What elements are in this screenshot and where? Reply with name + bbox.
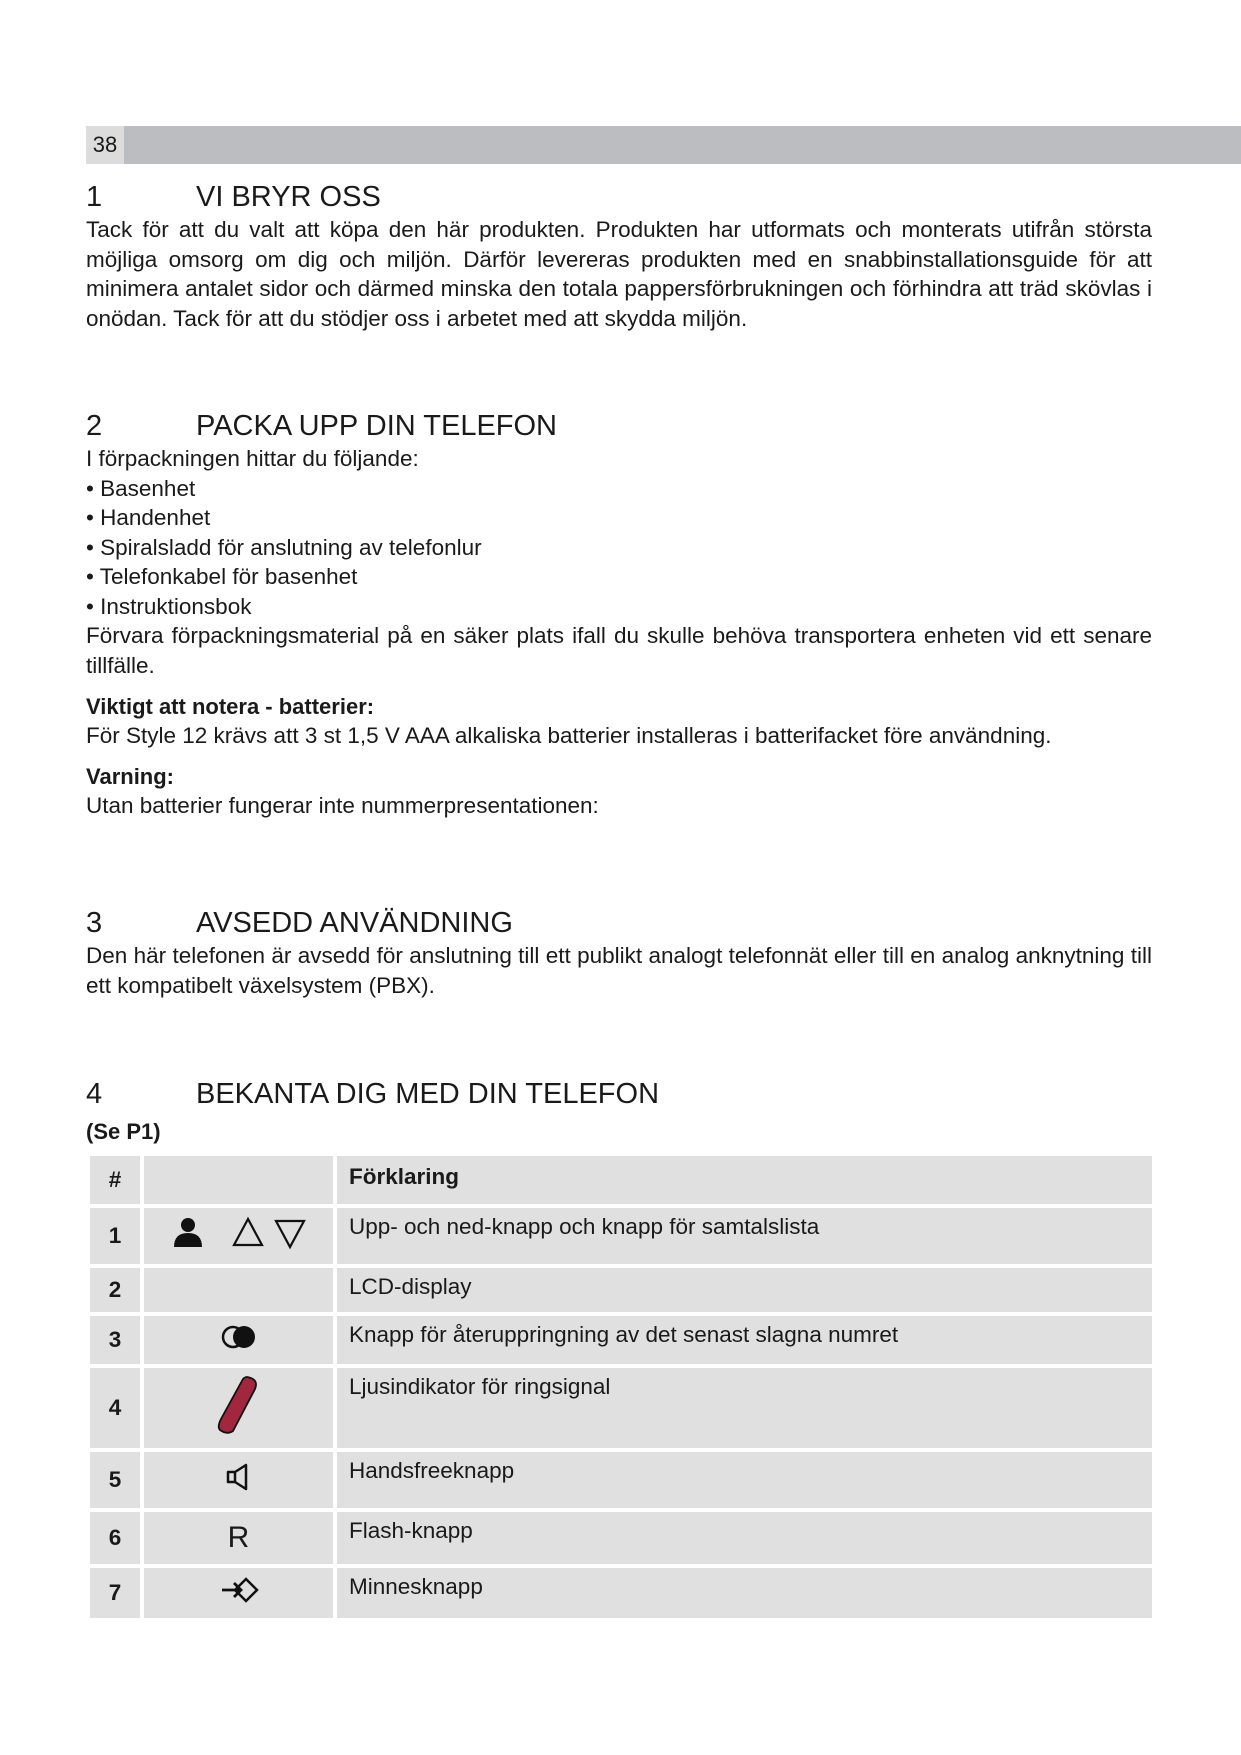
row-icon-cell (144, 1316, 333, 1364)
ring-indicator-icon (217, 1375, 261, 1435)
person-icon (174, 1218, 202, 1247)
page-number: 38 (86, 126, 124, 164)
section-2 (86, 408, 1152, 820)
row-explanation: LCD-display (337, 1268, 1152, 1312)
section-1 (86, 179, 1152, 333)
battery-note-heading: Viktigt att notera - batterier: (86, 694, 375, 719)
row-number: 4 (90, 1368, 140, 1448)
list-item: • Basenhet (86, 475, 196, 501)
section-number: 4 (86, 1078, 103, 1110)
row-number: 7 (90, 1568, 140, 1618)
table-row (90, 1268, 1152, 1312)
section-title: PACKA UPP DIN TELEFON (196, 410, 557, 442)
phone-features-table (86, 1152, 1156, 1622)
table-row (90, 1568, 1152, 1618)
list-item: • Telefonkabel för basenhet (86, 564, 358, 589)
table-header-row (90, 1156, 1152, 1204)
table-row (90, 1368, 1152, 1448)
speaker-icon (224, 1462, 254, 1492)
section-heading (86, 408, 1152, 444)
table-row (90, 1316, 1152, 1364)
list-item: • Instruktionsbok (86, 593, 252, 619)
list-item: • Handenhet (86, 505, 211, 530)
row-icon-cell (144, 1568, 333, 1618)
section-heading (86, 905, 1152, 941)
row-number: 6 (90, 1512, 140, 1564)
section-3 (86, 905, 1152, 1000)
section-title: AVSEDD ANVÄNDNING (196, 907, 513, 939)
section-heading (86, 1076, 1152, 1112)
header-cell-icon (144, 1156, 333, 1204)
down-triangle-icon (276, 1221, 304, 1247)
section-number: 2 (86, 410, 103, 442)
page-header-bar (86, 126, 1241, 164)
row-explanation: Upp- och ned-knapp och knapp för samtalslista (337, 1208, 1152, 1264)
header-cell-explanation: Förklaring (337, 1156, 1152, 1204)
section-title: BEKANTA DIG MED DIN TELEFON (196, 1078, 660, 1110)
row-number: 2 (90, 1268, 140, 1312)
section-body: Tack för att du valt att köpa den här produkten. Produkten har utformats och monterats utifrån största möjliga omsorg om dig och miljön. Därför levereras produkten med en snabbinstallationsguide för att minimera antalet sidor och därmed minska den totala pappersförbrukningen och förhindra att träd skövlas i onödan. Tack för att du stödjer oss i arbetet med att skydda miljön. (86, 217, 1152, 331)
section-title: VI BRYR OSS (196, 181, 381, 213)
row-explanation: Ljusindikator för ringsignal (337, 1368, 1152, 1448)
table-row (90, 1208, 1152, 1264)
section-reference: (Se P1) (86, 1119, 161, 1144)
row-icon-cell (144, 1452, 333, 1508)
section-heading (86, 179, 1152, 215)
row-number: 5 (90, 1452, 140, 1508)
section-intro: I förpackningen hittar du följande: (86, 446, 419, 471)
up-triangle-icon (234, 1219, 262, 1245)
section-number: 1 (86, 181, 103, 213)
section-4 (86, 1076, 1152, 1146)
row-number: 3 (90, 1316, 140, 1364)
row-number: 1 (90, 1208, 140, 1264)
section-number: 3 (86, 907, 103, 939)
package-contents-list (86, 474, 1152, 622)
row-icon-cell (144, 1368, 333, 1448)
redial-icon (219, 1322, 259, 1352)
row-explanation: Handsfreeknapp (337, 1452, 1152, 1508)
row-icon-cell (144, 1208, 333, 1264)
table-row (90, 1452, 1152, 1508)
row-icon-cell (144, 1512, 333, 1564)
warning-text: Utan batterier fungerar inte nummerpresentationen: (86, 792, 599, 818)
storage-note: Förvara förpackningsmaterial på en säker plats ifall du skulle behöva transportera enheten vid ett senare tillfälle. (86, 623, 1152, 678)
flash-r-icon: R (227, 1521, 250, 1554)
list-item: • Spiralsladd för anslutning av telefonlur (86, 534, 482, 560)
warning-heading: Varning: (86, 763, 175, 789)
row-explanation: Minnesknapp (337, 1568, 1152, 1618)
battery-note-text: För Style 12 krävs att 3 st 1,5 V AAA alkaliska batterier installeras i batterifacket före användning. (86, 723, 1052, 748)
row-icon-cell (144, 1268, 333, 1312)
row-explanation: Flash-knapp (337, 1512, 1152, 1564)
row-explanation: Knapp för återuppringning av det senast slagna numret (337, 1316, 1152, 1364)
section-body: Den här telefonen är avsedd för anslutning till ett publikt analogt telefonnät eller till en analog anknytning till ett kompatibelt växelsystem (PBX). (86, 943, 1152, 998)
header-cell-number: # (90, 1156, 140, 1204)
memory-icon (219, 1575, 259, 1605)
table-row (90, 1512, 1152, 1564)
